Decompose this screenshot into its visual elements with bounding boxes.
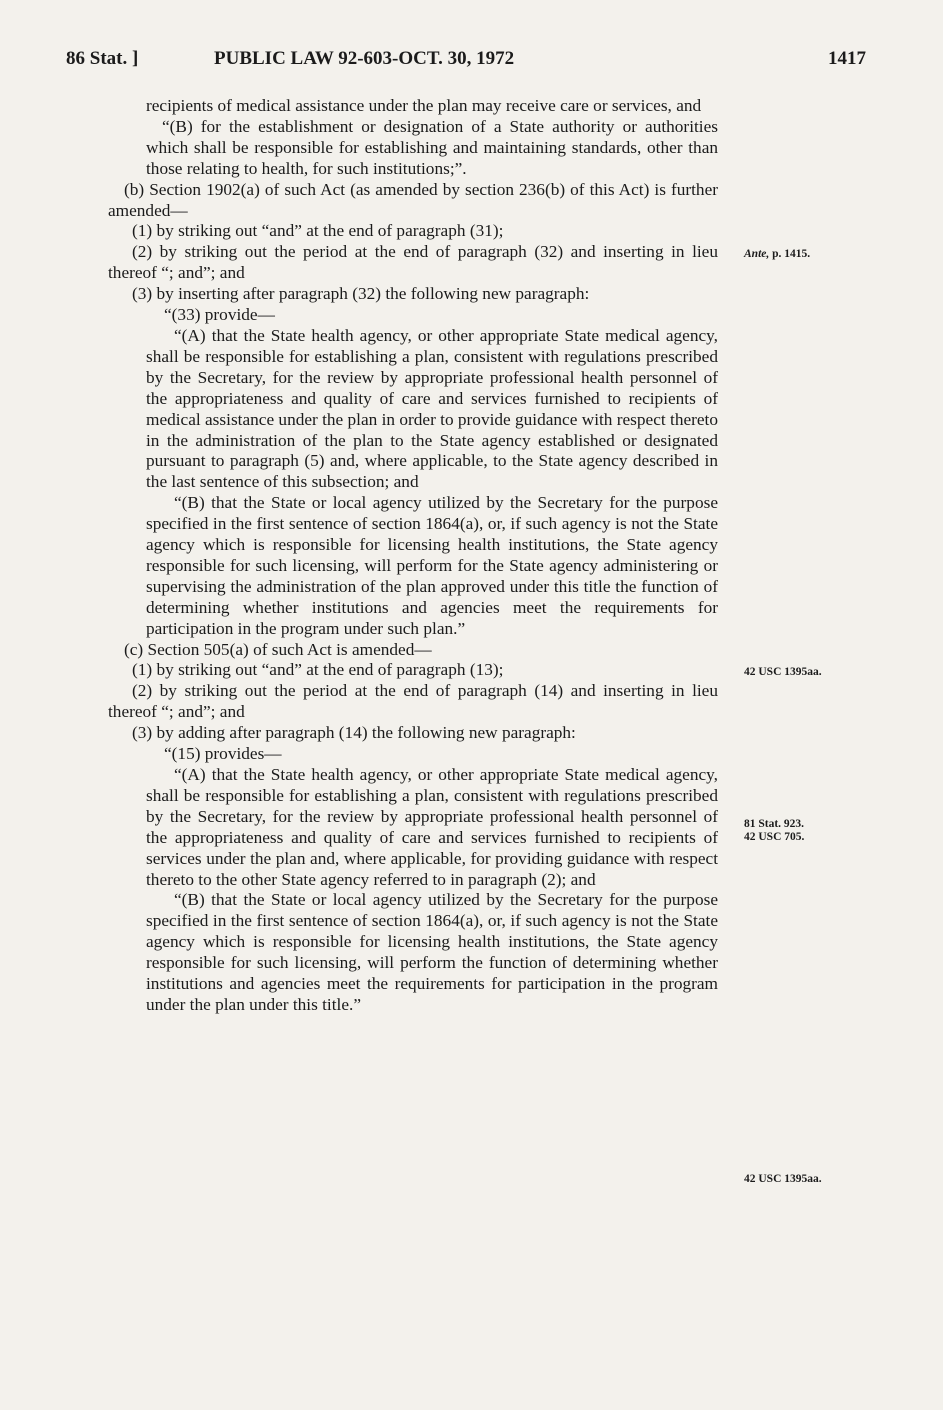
paragraph: (c) Section 505(a) of such Act is amended— [124,639,432,659]
paragraph: (1) by striking out “and” at the end of paragraph (31); [132,221,504,241]
margin-note-ante-prefix: Ante, [744,248,770,260]
page-number: 1417 [828,48,866,69]
paragraph: (2) by striking out the period at the end of paragraph (14) and inserting in lieu thereof “; and”; and [108,681,718,722]
paragraph: (2) by striking out the period at the end of paragraph (32) and inserting in lieu thereof “; and”; and [108,242,718,283]
paragraph: (b) Section 1902(a) of such Act (as amended by section 236(b) of this Act) is further amended— [108,179,718,220]
margin-note-ante [744,248,810,261]
margin-note-ante-page: p. 1415. [769,248,811,260]
margin-note-usc: 42 USC 1395aa. [744,666,822,678]
law-title: PUBLIC LAW 92-603-OCT. 30, 1972 [214,48,515,69]
paragraph: “(B) that the State or local agency utilized by the Secretary for the purpose specified in the first sentence of section 1864(a), or, if such agency is not the State agency which is responsible for licensing health institutions, the State agency responsible for such licensing, will perform for the State agency administering or supervising the administration of the plan approved under this title the function of determining whether institutions and agencies meet the requirements for participation in the program under such plan.” [146,493,718,638]
paragraph: (3) by inserting after paragraph (32) the following new paragraph: [132,284,590,304]
paragraph: (3) by adding after paragraph (14) the following new paragraph: [132,723,576,743]
statute-text [108,96,718,1016]
paragraph: recipients of medical assistance under the plan may receive care or services, and [146,96,702,115]
paragraph: “(A) that the State health agency, or other appropriate State medical agency, shall be responsible for establishing a plan, consistent with regulations prescribed by the Secretary, for the review by appropriate professional health personnel of the appropriateness and quality of care and services furnished to recipients of services under the plan and, where applicable, for providing guidance with respect thereto to the other State agency referred to in paragraph (2); and [146,765,718,889]
page-header [66,48,866,74]
volume-reference: 86 Stat. ] [66,48,139,69]
paragraph: “(B) that the State or local agency utilized by the Secretary for the purpose specified in the first sentence of section 1864(a), or, if such agency is not the State agency which is responsible for licensing health institutions, the State agency responsible for such licensing, will perform the function of determining whether institutions and agencies meet the requirements for participation in the program under the plan under this title.” [146,890,718,1014]
paragraph: “(B) for the establishment or designation of a State authority or authorities which shall be responsible for establishing and maintaining standards, other than those relating to health, for such institutions;”. [146,116,718,178]
paragraph: “(A) that the State health agency, or other appropriate State medical agency, shall be responsible for establishing a plan, consistent with regulations prescribed by the Secretary, for the review by appropriate professional health personnel of the appropriateness and quality of care and services furnished to recipients of medical assistance under the plan in order to provide guidance with respect thereto in the administration of the plan to the State agency established or designated pursuant to paragraph (5) and, where applicable, to the State agency described in the last sentence of this subsection; and [146,325,718,492]
margin-note-usc: 42 USC 1395aa. [744,1173,822,1185]
paragraph: “(15) provides— [164,744,282,764]
paragraph: (1) by striking out “and” at the end of paragraph (13); [132,660,504,680]
margin-note-stat: 81 Stat. 923. [744,818,805,830]
paragraph: “(33) provide— [164,305,275,325]
margin-note-usc: 42 USC 705. [744,831,805,843]
